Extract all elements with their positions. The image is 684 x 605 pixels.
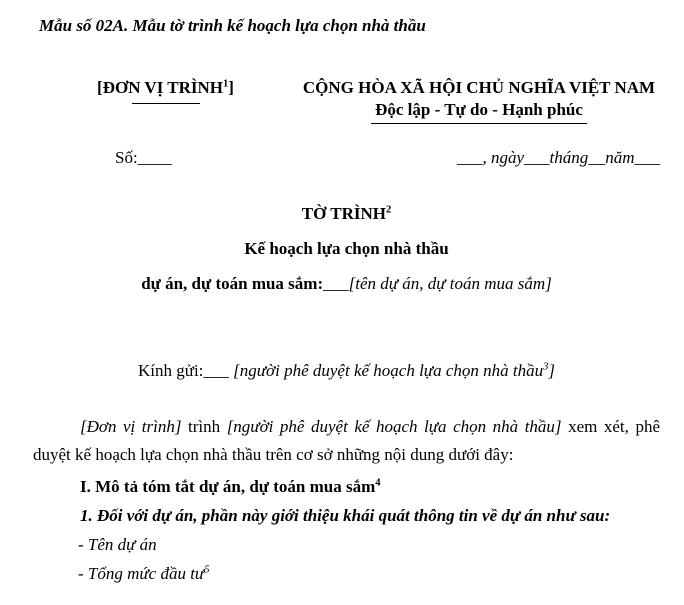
project-name-blank: ___ xyxy=(323,274,349,293)
number-label: Số: xyxy=(115,148,138,167)
item-1-heading: 1. Đối với dự án, phần này giới thiệu khái quát thông tin về dự án như sau: xyxy=(80,506,611,525)
submitting-unit-block xyxy=(33,78,298,124)
bullet-project-name: - Tên dự án xyxy=(78,535,157,554)
national-header-block xyxy=(298,78,660,124)
header-right-rule xyxy=(371,123,587,124)
section-1-heading: I. Mô tả tóm tắt dự án, dự toán mua sắm$^4$ xyxy=(80,477,381,496)
header-left-rule xyxy=(132,103,200,104)
project-name-line xyxy=(33,274,660,294)
document-header xyxy=(33,78,660,124)
footnote-marker-4: 4 xyxy=(375,477,381,489)
bullet-total-investment: - Tổng mức đầu $tư^5$ xyxy=(78,564,210,583)
footnote-marker-5: 5 xyxy=(204,564,210,576)
form-number-label: Mẫu số 02A. Mẫu tờ trình kế hoạch lựa chọn nhà thầu xyxy=(39,16,426,35)
salutation-label: Kính gửi: xyxy=(137,361,204,380)
national-title: CỘNG HÒA XÃ HỘI CHỦ NGHĨA VIỆT NAM xyxy=(302,78,656,97)
salutation-blank: ___ xyxy=(203,361,234,380)
document-number-field xyxy=(115,148,172,168)
footnote-marker-1: 1 xyxy=(223,78,229,90)
document-title: TỜ TRÌNH$^2$ xyxy=(301,204,392,223)
submitting-unit-name: [ĐƠN VỊ TRÌNH$^1$] xyxy=(97,78,234,97)
intro-paragraph: [Đơn vị trình] trình [người phê duyệt kế hoạch lựa chọn nhà thầu] xem xét, phê duyệt kế hoạch lựa chọn nhà thầu trên cơ sở những nội dung dưới đây: xyxy=(33,417,660,464)
number-date-row xyxy=(33,148,660,168)
approver-placeholder: [người phê duyệt kế hoạch lựa chọn nhà thầu] xyxy=(226,417,562,436)
salutation-recipient: [người phê duyệt kế hoạch lựa chọn nhà thầu$^3$] xyxy=(233,361,555,380)
unit-placeholder: [Đơn vị trình] xyxy=(80,417,182,436)
document-subtitle: Kế hoạch lựa chọn nhà thầu xyxy=(244,239,449,258)
national-motto: Độc lập - Tự do - Hạnh phúc xyxy=(375,100,583,119)
footnote-marker-3: 3 xyxy=(543,361,549,373)
project-name-label: dự án, dự toán mua sắm: xyxy=(141,274,324,293)
date-field: ___, ngày___tháng__năm___ xyxy=(456,148,660,167)
footnote-marker-2: 2 xyxy=(385,204,392,216)
number-blank: ____ xyxy=(137,148,172,167)
project-name-placeholder: [tên dự án, dự toán mua sắm] xyxy=(348,274,552,293)
salutation-line xyxy=(33,361,660,381)
